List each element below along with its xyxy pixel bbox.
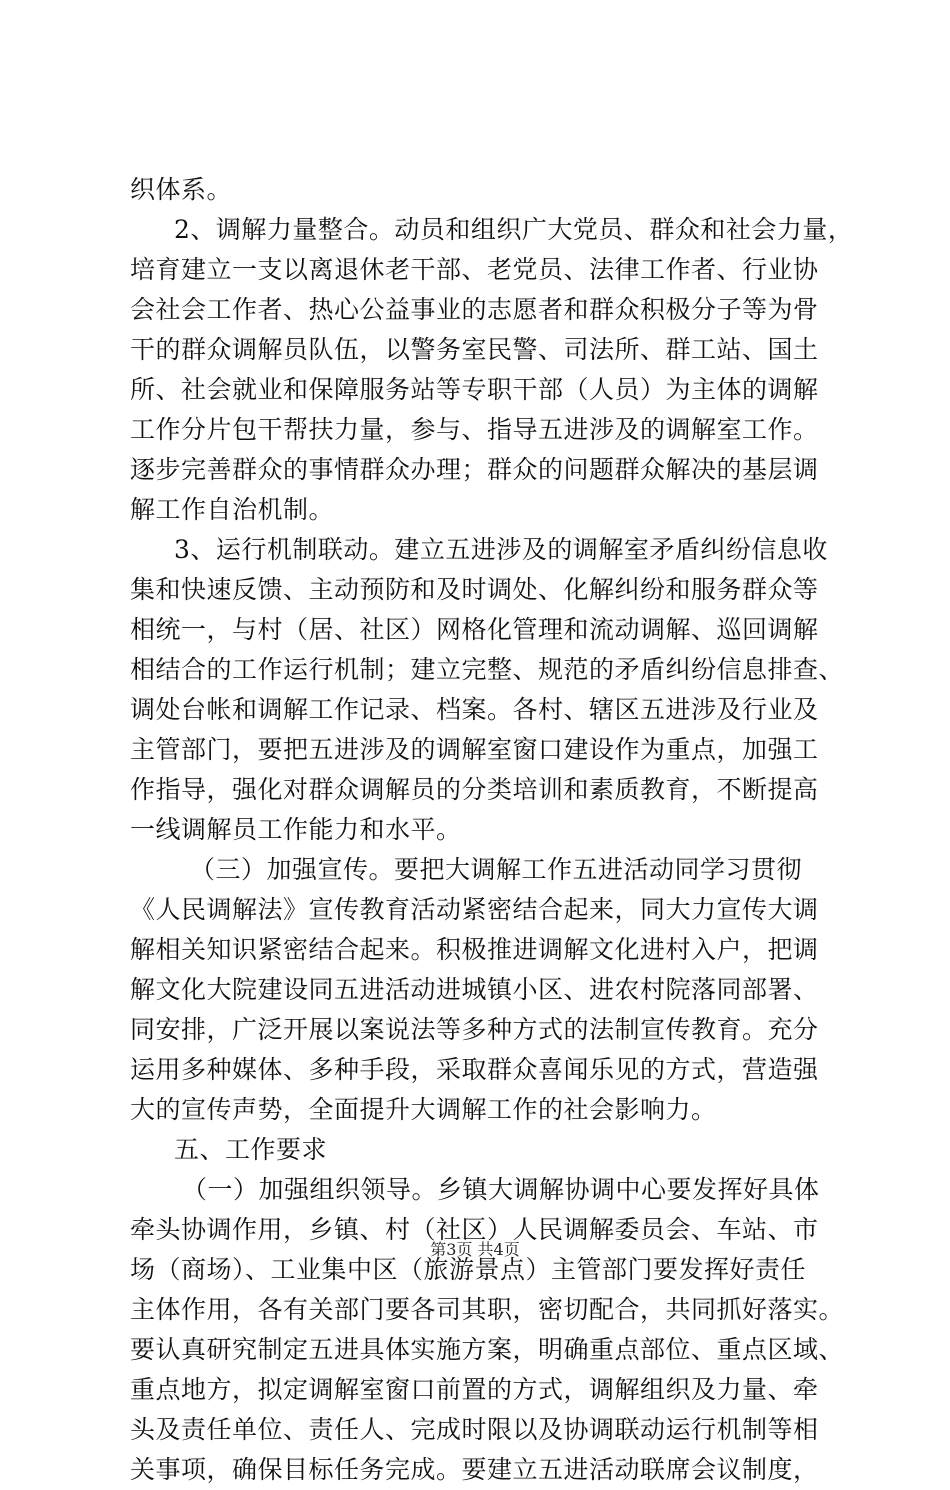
- page-footer: 第3页 共4页: [430, 1240, 520, 1259]
- paragraph-1-line-6: 逐步完善群众的事情群众办理；群众的问题群众解决的基层调: [130, 455, 819, 484]
- paragraph-2-line-2: 相统一，与村（居、社区）网格化管理和流动调解、巡回调解: [130, 615, 819, 644]
- paragraph-1-line-2: 会社会工作者、热心公益事业的志愿者和群众积极分子等为骨: [130, 295, 819, 324]
- paragraph-4-line-0: 五、工作要求: [174, 1135, 328, 1164]
- paragraph-1-line-4: 所、社会就业和保障服务站等专职干部（人员）为主体的调解: [130, 375, 819, 404]
- paragraph-1-line-1: 培育建立一支以离退休老干部、老党员、法律工作者、行业协: [130, 255, 819, 284]
- paragraph-2-line-3: 相结合的工作运行机制；建立完整、规范的矛盾纠纷信息排查、: [130, 655, 845, 684]
- paragraph-1-line-0: 2、调解力量整合。动员和组织广大党员、群众和社会力量，: [174, 215, 854, 244]
- paragraph-2-line-7: 一线调解员工作能力和水平。: [130, 815, 462, 844]
- paragraph-3-line-3: 解文化大院建设同五进活动进城镇小区、进农村院落同部署、: [130, 975, 819, 1004]
- paragraph-2-line-6: 作指导，强化对群众调解员的分类培训和素质教育，不断提高: [130, 775, 819, 804]
- document-body: [130, 170, 860, 1490]
- paragraph-5-line-0: （一）加强组织领导。乡镇大调解协调中心要发挥好具体: [182, 1175, 820, 1204]
- paragraph-2-line-5: 主管部门，要把五进涉及的调解室窗口建设作为重点，加强工: [130, 735, 819, 764]
- paragraph-1-line-5: 工作分片包干帮扶力量，参与、指导五进涉及的调解室工作。: [130, 415, 819, 444]
- paragraph-1-line-7: 解工作自治机制。: [130, 495, 335, 524]
- paragraph-2-line-0: 3、运行机制联动。建立五进涉及的调解室矛盾纠纷信息收: [174, 535, 828, 564]
- paragraph-5-line-6: 头及责任单位、责任人、完成时限以及协调联动运行机制等相: [130, 1415, 819, 1444]
- paragraph-3-line-6: 大的宣传声势，全面提升大调解工作的社会影响力。: [130, 1095, 717, 1124]
- paragraph-5-line-3: 主体作用，各有关部门要各司其职，密切配合，共同抓好落实。: [130, 1295, 845, 1324]
- paragraph-2-line-1: 集和快速反馈、主动预防和及时调处、化解纠纷和服务群众等: [130, 575, 819, 604]
- paragraph-5-line-2: 场（商场）、工业集中区（旅游景点）主管部门要发挥好责任: [130, 1255, 807, 1284]
- paragraph-5-line-4: 要认真研究制定五进具体实施方案，明确重点部位、重点区域、: [130, 1335, 845, 1364]
- paragraph-5-line-1: 牵头协调作用，乡镇、村（社区）人民调解委员会、车站、市: [130, 1215, 819, 1244]
- paragraph-3-line-4: 同安排，广泛开展以案说法等多种方式的法制宣传教育。充分: [130, 1015, 819, 1044]
- paragraph-5-line-7: 关事项，确保目标任务完成。要建立五进活动联席会议制度，: [130, 1455, 819, 1484]
- paragraph-3-line-1: 《人民调解法》宣传教育活动紧密结合起来，同大力宣传大调: [130, 895, 819, 924]
- paragraph-5-line-5: 重点地方，拟定调解室窗口前置的方式，调解组织及力量、牵: [130, 1375, 819, 1404]
- paragraph-2-line-4: 调处台帐和调解工作记录、档案。各村、辖区五进涉及行业及: [130, 695, 819, 724]
- paragraph-0-line-0: 织体系。: [130, 175, 233, 204]
- paragraph-1-line-3: 干的群众调解员队伍，以警务室民警、司法所、群工站、国土: [130, 335, 819, 364]
- paragraph-3-line-2: 解相关知识紧密结合起来。积极推进调解文化进村入户，把调: [130, 935, 819, 964]
- paragraph-3-line-0: （三）加强宣传。要把大调解工作五进活动同学习贯彻: [190, 855, 803, 884]
- paragraph-3-line-5: 运用多种媒体、多种手段，采取群众喜闻乐见的方式，营造强: [130, 1055, 819, 1084]
